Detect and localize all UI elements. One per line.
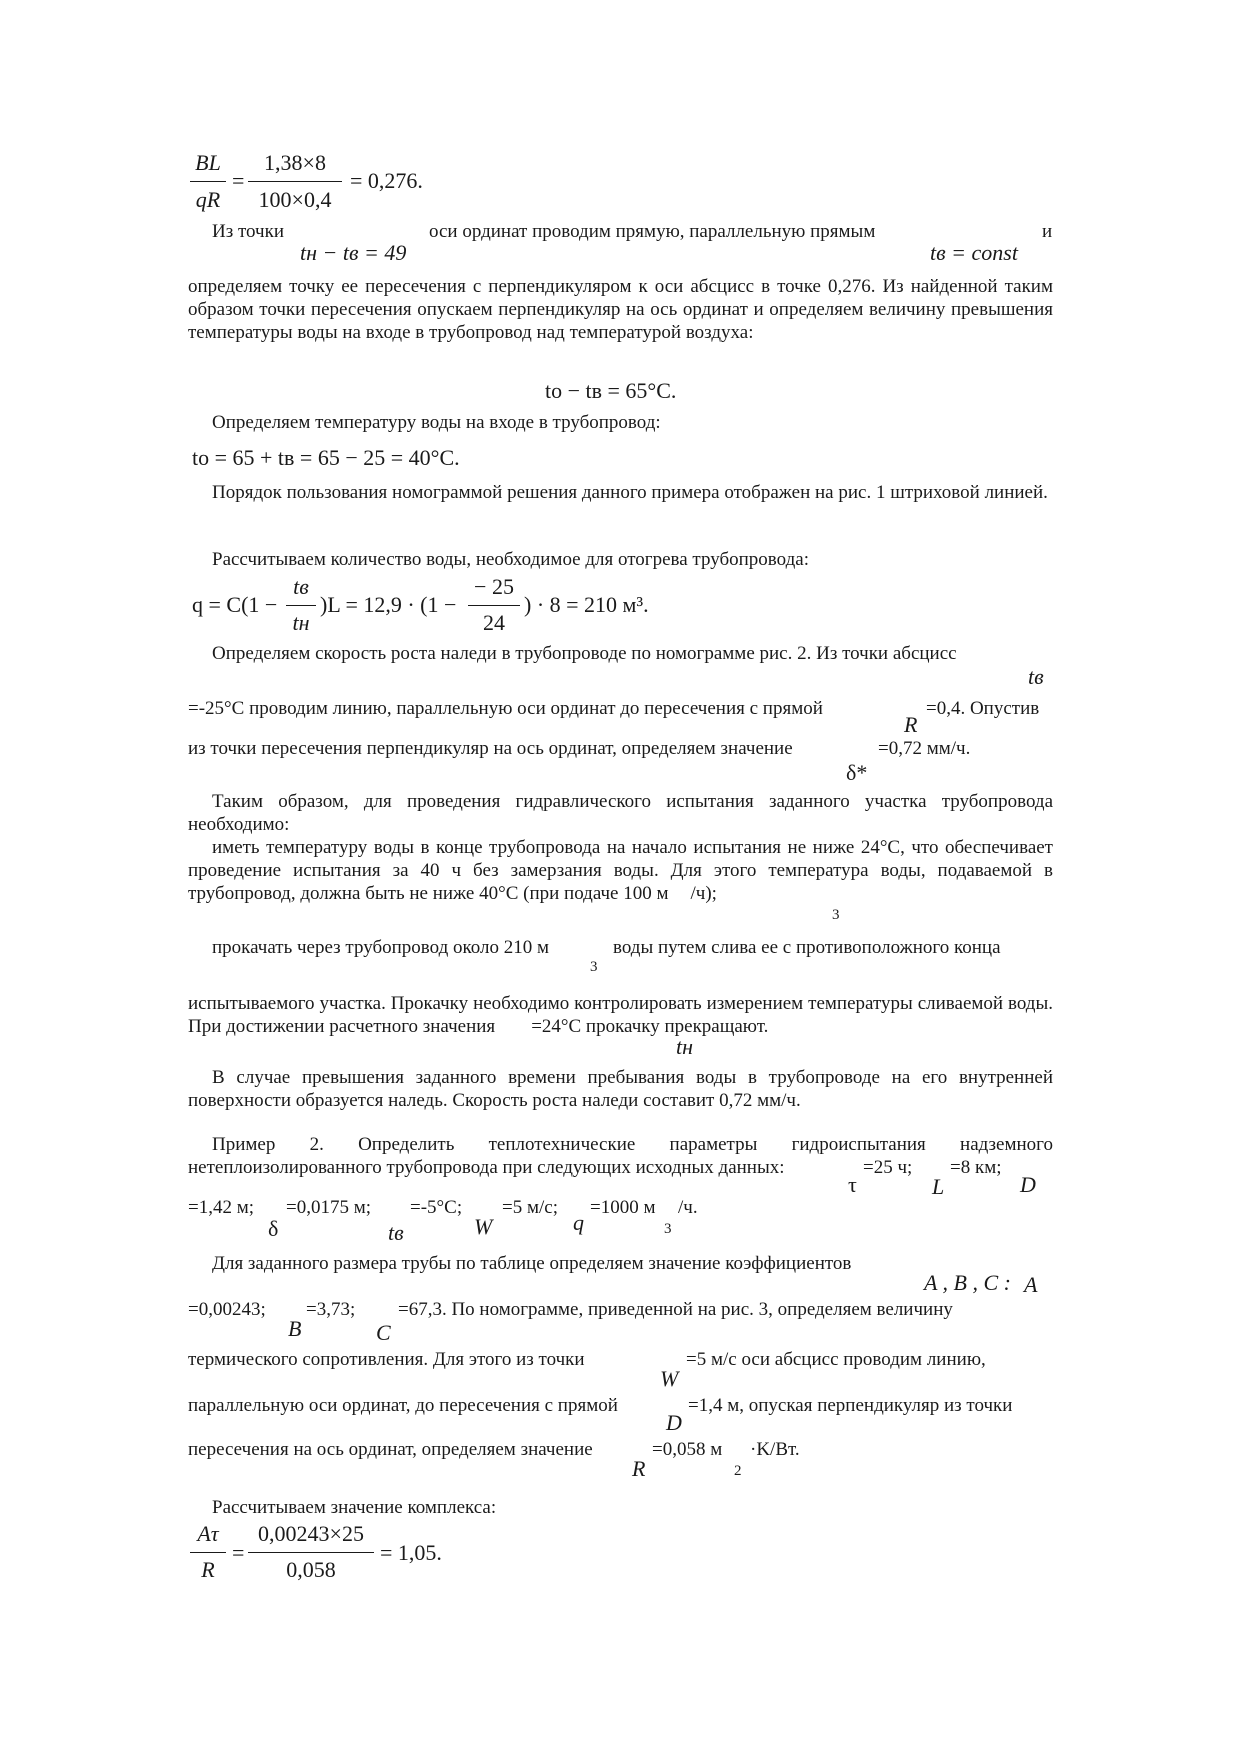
eq1-lhs-bar: [190, 181, 226, 182]
para5-line2b: =0,4. Опустив: [926, 698, 1040, 719]
para1-math-tn-tv: tн − tв = 49: [300, 240, 407, 265]
eq1-lhs-den: qR: [195, 187, 221, 212]
para10-tv: tв: [388, 1220, 404, 1245]
para11-e1: пересечения на ось ординат, определяем значение: [188, 1439, 593, 1460]
para5-sym-tv: tв: [1028, 664, 1044, 689]
para1-rest: определяем точку ее пересечения с перпендикуляром к оси абсцисс в точке 0,276. Из найденной таким образом точки пересечения опускаем перпендикуляр на ось ординат и определяем величину превышения температуры воды на входе в трубопровод над температурой воздуха:: [188, 276, 1053, 343]
para10-Lv: =8 км;: [950, 1157, 1002, 1178]
para11-e2sub: 2: [734, 1463, 742, 1479]
eq5-rhs-den: 0,058: [286, 1557, 336, 1582]
eq4-den: tн: [292, 610, 310, 635]
para5-line1: Определяем скорость роста наледи в трубопроводе по номограмме рис. 2. Из точки абсцисс: [212, 643, 957, 664]
para11-b3: =67,3. По номограмме, приведенной на рис. 3, определяем величину: [398, 1299, 953, 1320]
para10-b1: =1,42 м;: [188, 1197, 255, 1218]
eq1-lhs-num: BL: [195, 150, 221, 175]
para11-e2: =0,058 м: [652, 1439, 723, 1460]
para10-L: L: [932, 1174, 945, 1199]
para1-tail: и: [1042, 221, 1053, 242]
eq4-num2: − 25: [474, 574, 514, 599]
para11-D: D: [666, 1410, 682, 1435]
eq5-lhs-num: Aτ: [197, 1521, 219, 1546]
eq4-end: ) · 8 = 210 м³.: [524, 592, 649, 617]
eq5-eq-sign: =: [232, 1540, 245, 1565]
para11-d1: параллельную оси ординат, до пересечения с прямой: [188, 1395, 618, 1416]
equation-to-tv: tо − tв = 65°C.: [545, 378, 677, 403]
para6-text: Таким образом, для проведения гидравлического испытания заданного участка трубопровода необходимо:: [188, 791, 1053, 835]
eq4-q: q = C(1 −: [192, 592, 278, 617]
para10-a: Пример 2. Определить теплотехнические параметры гидроиспытания надземного нетеплоизолированного трубопровода при следующих исходных данных:: [188, 1134, 1053, 1178]
para10-W: W: [474, 1214, 493, 1239]
para11-e3: ·K/Вт.: [750, 1439, 800, 1460]
para8-a: прокачать через трубопровод около 210 м: [212, 937, 550, 958]
para11-A: A: [1024, 1272, 1038, 1297]
para11-a: Для заданного размера трубы по таблице определяем значение коэффициентов: [212, 1253, 852, 1274]
para5-line3a: из точки пересечения перпендикуляр на ось ординат, определяем значение: [188, 738, 793, 759]
para11-c1: термического сопротивления. Для этого из точки: [188, 1349, 585, 1370]
para5-sym-delta: δ*: [846, 760, 868, 785]
eq1-rhs-num: 1,38×8: [264, 150, 326, 175]
para10-tau: τ: [848, 1172, 857, 1197]
para7-sup: 3: [832, 907, 840, 923]
para10-b3: =-5°С;: [410, 1197, 463, 1218]
para8-d: =24°С прокачку прекращают.: [531, 1016, 769, 1037]
para5-line3b: =0,72 мм/ч.: [878, 738, 971, 759]
para11-b2: =3,73;: [306, 1299, 356, 1320]
para1-lead: Из точки: [212, 221, 284, 242]
eq4-bar2: [468, 605, 520, 606]
para12-text: Рассчитываем значение комплекса:: [212, 1497, 497, 1518]
eq5-rhs-num: 0,00243×25: [258, 1521, 364, 1546]
para8-sup: 3: [590, 959, 598, 975]
para11-syms: A , B , C :: [924, 1270, 1011, 1295]
eq1-rhs-den: 100×0,4: [258, 187, 332, 212]
para1-math-tv-const: tв = const: [930, 240, 1018, 265]
para8-sym-tn: tн: [676, 1034, 694, 1059]
para11-d2: =1,4 м, опуская перпендикуляр из точки: [688, 1395, 1013, 1416]
para11-R: R: [632, 1456, 646, 1481]
eq5-lhs-den: R: [201, 1557, 215, 1582]
eq1-result: = 0,276.: [350, 168, 423, 193]
para10-D: D: [1020, 1172, 1036, 1197]
eq1-rhs-bar: [248, 181, 342, 182]
para5-sym-R: R: [904, 712, 918, 737]
para2-text: Определяем температуру воды на входе в трубопровод:: [212, 412, 661, 433]
para5-line2a: =-25°С проводим линию, параллельную оси ординат до пересечения с прямой: [188, 698, 823, 719]
para10-b4: =5 м/с;: [502, 1197, 558, 1218]
para10-delta: δ: [268, 1216, 279, 1241]
para10-b5sup: 3: [664, 1221, 672, 1237]
equation-to-40: tо = 65 + tв = 65 − 25 = 40°C.: [192, 445, 460, 470]
para10-b6: /ч.: [678, 1197, 698, 1218]
para8-b: воды путем слива ее с противоположного конца: [613, 937, 1001, 958]
eq1-eq-sign: =: [232, 168, 245, 193]
eq4-mid: )L = 12,9 · (1 −: [320, 592, 457, 617]
para10-b5: =1000 м: [590, 1197, 656, 1218]
para11-C: C: [376, 1320, 391, 1345]
para3-text: Порядок пользования номограммой решения данного примера отображен на рис. 1 штриховой линией.: [212, 482, 1048, 503]
eq4-num: tв: [293, 574, 309, 599]
eq5-lhs-bar: [190, 1552, 226, 1553]
eq4-den2: 24: [483, 610, 505, 635]
eq5-rhs-bar: [248, 1552, 374, 1553]
para10-q: q: [573, 1210, 584, 1235]
para10-b2: =0,0175 м;: [286, 1197, 372, 1218]
para11-b1: =0,00243;: [188, 1299, 266, 1320]
para9-text: В случае превышения заданного времени пребывания воды в трубопроводе на его внутренней поверхности образуется наледь. Скорость роста наледи составит 0,72 мм/ч.: [188, 1067, 1053, 1111]
para10-tauv: =25 ч;: [863, 1157, 913, 1178]
eq5-result: = 1,05.: [380, 1540, 442, 1565]
para11-B: B: [288, 1316, 302, 1341]
para11-c2: =5 м/с оси абсцисс проводим линию,: [686, 1349, 986, 1370]
para1-mid: оси ординат проводим прямую, параллельную прямым: [429, 221, 876, 242]
para11-W: W: [660, 1366, 679, 1391]
para7-text: иметь температуру воды в конце трубопровода на начало испытания не ниже 24°С, что обеспечивает проведение испытания за 40 ч без замерзания воды. Для этого температура воды, подаваемой в трубопровод, должна быть не ниже 40°С (при подаче 100 м: [188, 837, 1053, 904]
para8-c: испытываемого участка. Прокачку необходимо контролировать измерением температуры сливаемой воды. При достижении расчетного значения: [188, 993, 1053, 1037]
para4-text: Рассчитываем количество воды, необходимое для отогрева трубопровода:: [212, 549, 809, 570]
para7-unit: /ч);: [690, 883, 717, 904]
eq4-bar1: [286, 605, 316, 606]
